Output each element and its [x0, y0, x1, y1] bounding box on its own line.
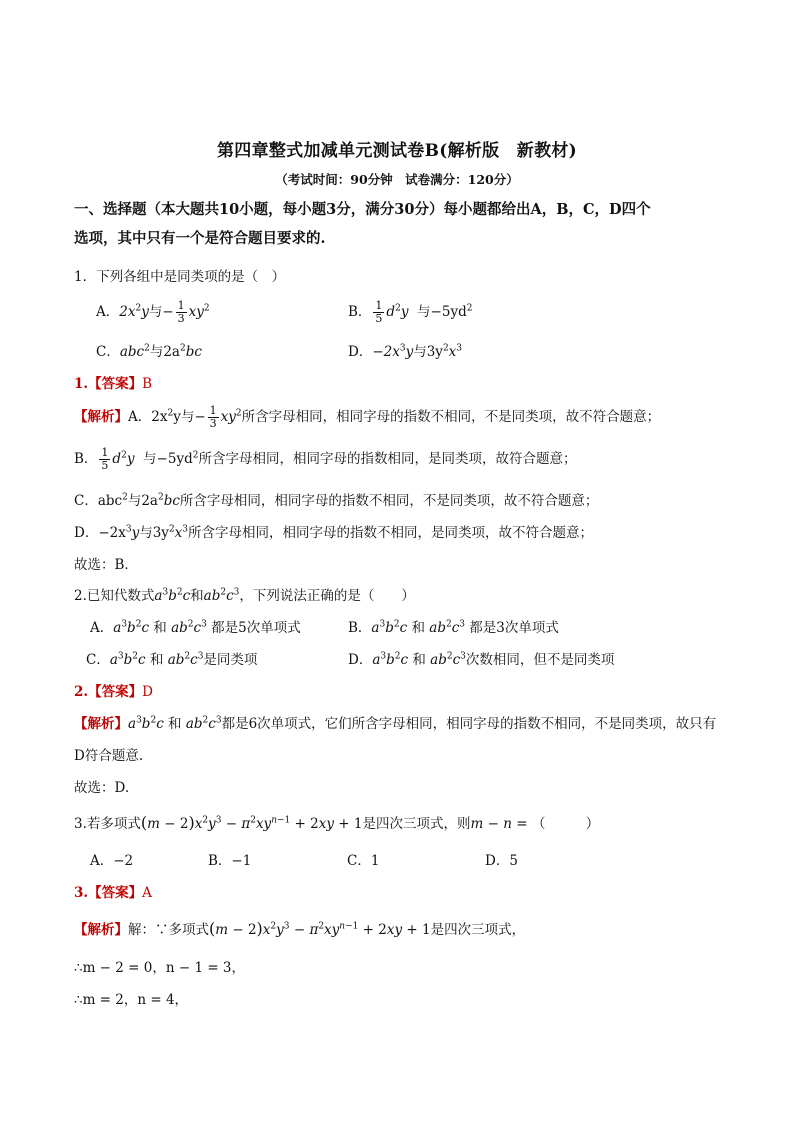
answer-label: 3.【答案】	[74, 885, 143, 901]
explanation-label: 【解析】	[74, 922, 128, 938]
math-term: abc	[119, 344, 145, 360]
answer-label: 2.【答案】	[74, 684, 143, 700]
math-term: bc	[163, 493, 180, 509]
explanation-text: 所含字母相同，相同字母的指数不相同，是同类项，故不符合题意；	[188, 525, 594, 541]
q3-option-b: B．−1	[208, 853, 252, 869]
stem-text: （ ）	[531, 816, 600, 832]
connector-text: y与−	[173, 409, 206, 425]
q3-step2: ∴m = 2，n = 4，	[74, 992, 189, 1008]
answer-value: B	[142, 376, 153, 392]
explanation-text: 都是6次单项式，它们所含字母相同，相同字母的指数不相同，不是同类项，故只有	[221, 716, 717, 732]
q2-option-a: A．$a^3b^2c$ 和 $ab^2c^3$ 都是5次单项式	[90, 619, 301, 636]
q1-option-c: C．abc$^2$与$2a^2bc$	[96, 343, 202, 360]
math-term: C．abc	[74, 493, 123, 509]
stem-text: 2.已知代数式	[74, 588, 155, 604]
answer-value: A	[142, 885, 152, 901]
q2-option-b: B．$a^3b^2c$ 和 $ab^2c^3$ 都是3次单项式	[348, 619, 559, 636]
section-heading-line2: 选项，其中只有一个是符合题目要求的.	[74, 230, 326, 247]
connector-text: 与2a	[149, 344, 180, 360]
explanation-text: 所含字母相同，相同字母的指数不相同，不是同类项，故不符合题意；	[241, 409, 661, 425]
q3-answer	[74, 881, 152, 901]
option-label: A．	[96, 304, 120, 320]
fraction: $\frac{1}{5}$	[375, 299, 383, 325]
q1-stem: 1．下列各组中是同类项的是（ ）	[74, 269, 286, 285]
q3-stem: 3.若多项式$(m - 2)x^2y^3 - \pi^2xy^{n-1} + 2xy + 1$是四次三项式，则m − n = （ ）	[74, 813, 600, 832]
q2-stem: 2.已知代数式$a^3b^2c$和$ab^2c^3$，下列说法正确的是（ ）	[74, 587, 415, 604]
explanation-text: 所含字母相同，相同字母的指数相同，是同类项，故符合题意；	[198, 451, 577, 467]
explanation-text: 是四次三项式，	[430, 922, 526, 938]
stem-text: 是四次三项式，则	[362, 816, 471, 832]
connector-text: 与2a	[127, 493, 158, 509]
q3-option-a: A．−2	[90, 853, 134, 869]
connector-text: 与−5yd	[417, 304, 467, 320]
option-text: 都是5次单项式	[211, 620, 301, 636]
option-label: D．	[348, 344, 373, 360]
q3-step1: ∴m − 2 = 0，n − 1 = 3，	[74, 960, 246, 976]
section-heading-line1: 一、选择题（本大题共10小题，每小题3分，满分30分）每小题都给出A，B，C，D四个	[74, 201, 651, 218]
q2-option-c: C．$a^3b^2c$ 和 $ab^2c^3$是同类项	[86, 651, 258, 668]
option-text: 次数相同，但不是同类项	[465, 652, 615, 668]
math-term: −2x	[372, 344, 400, 360]
q1-explanation-c: C．abc$^2$与$2a^2bc$所含字母相同，相同字母的指数不相同，不是同类项，故不符合题意；	[74, 492, 599, 509]
stem-text: ，下列说法正确的是（ ）	[239, 588, 415, 604]
option-label: B．	[348, 304, 372, 320]
q3-explanation: 【解析】解：∵多项式$(m - 2)x^2y^3 - \pi^2xy^{n-1} + 2xy + 1$是四次三项式，	[74, 919, 526, 938]
math-term: D．−2x	[74, 525, 126, 541]
q2-answer	[74, 680, 153, 700]
connector-text: 与3y	[139, 525, 169, 541]
option-text: 都是3次单项式	[469, 620, 559, 636]
answer-label: 1.【答案】	[74, 376, 143, 392]
math-term: xy	[188, 304, 204, 320]
explanation-text: 所含字母相同，相同字母的指数不相同，不是同类项，故不符合题意；	[179, 493, 599, 509]
explanation-text: 解：∵多项式	[128, 922, 209, 938]
exam-info: （考试时间：90分钟 试卷满分：120分）	[275, 172, 519, 187]
q1-option-a: A．$2x^2y$与− $\frac{1}{3}$ $xy^2$	[96, 299, 210, 325]
fraction: $\frac{1}{3}$	[209, 404, 217, 430]
q1-answer	[74, 372, 152, 392]
option-label: C．	[96, 344, 120, 360]
q1-option-d: D．$-2x^3y$与$3y^2x^3$	[348, 343, 463, 360]
q1-option-b: B． $\frac{1}{5}$ $d^2y$ 与$-5yd^2$	[348, 299, 473, 325]
q3-option-d: D．5	[485, 853, 518, 869]
q2-option-d: D．$a^3b^2c$ 和 $ab^2c^3$次数相同，但不是同类项	[348, 651, 615, 668]
q1-explanation-d: D．$-2x^3y$与$3y^2x^3$所含字母相同，相同字母的指数不相同，是同类项，故不符合题意；	[74, 524, 594, 541]
explanation-label: 【解析】	[74, 716, 128, 732]
math-term: A．2x	[128, 409, 168, 425]
option-text: 是同类项	[203, 652, 258, 668]
q2-explanation: 【解析】$a^3b^2c$ 和 $ab^2c^3$都是6次单项式，它们所含字母相同，相同字母的指数不相同，不是同类项，故只有	[74, 715, 717, 732]
q2-conclusion: 故选：D.	[74, 780, 130, 796]
connector-text: 与3y	[413, 344, 443, 360]
explanation-label: 【解析】	[74, 409, 128, 425]
page-title: 第四章整式加减单元测试卷B(解析版 新教材)	[216, 141, 578, 161]
connector-text: 和	[190, 588, 204, 604]
math-term: xy	[220, 409, 236, 425]
math-term: bc	[185, 344, 202, 360]
connector-text: 与−5yd	[143, 451, 193, 467]
connector-text: 与−	[148, 304, 174, 320]
q3-option-c: C．1	[347, 853, 380, 869]
option-label: B．	[74, 451, 98, 467]
answer-value: D	[142, 684, 153, 700]
stem-text: 3.若多项式	[74, 816, 141, 832]
q1-conclusion: 故选：B．	[74, 557, 138, 573]
q1-explanation-a: 【解析】A．$2x^2y$与− $\frac{1}{3}$ $xy^2$所含字母相同，相同字母的指数不相同，不是同类项，故不符合题意；	[74, 404, 661, 430]
fraction: $\frac{1}{3}$	[177, 299, 185, 325]
q1-explanation-b: B． $\frac{1}{5}$ $d^2y$ 与$-5yd^2$所含字母相同，相同字母的指数相同，是同类项，故符合题意；	[74, 446, 577, 472]
fraction: $\frac{1}{5}$	[101, 446, 109, 472]
math-term: 2x	[119, 304, 136, 320]
q2-explanation-line2: D符合题意.	[74, 748, 144, 764]
